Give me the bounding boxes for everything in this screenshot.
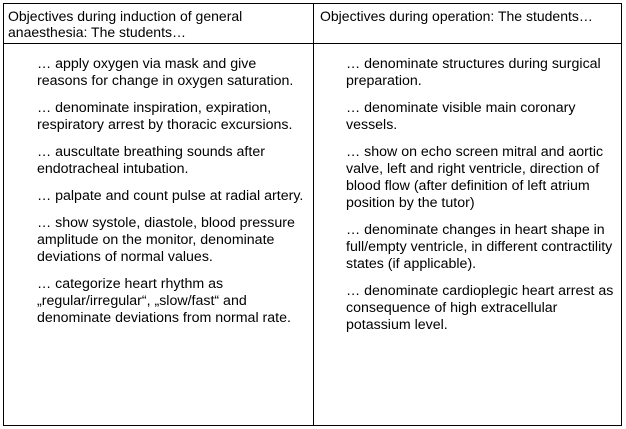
- operation-objectives-list: [346, 56, 616, 344]
- list-item: … apply oxygen via mask and give reasons for change in oxygen saturation.: [37, 56, 294, 89]
- list-item: … categorize heart rhythm as „regular/irregular“, „slow/fast“ and denominate deviations from normal rate.: [37, 276, 291, 326]
- list-item: … denominate structures during surgical preparation.: [346, 56, 601, 89]
- list-item: … show systole, diastole, blood pressure amplitude on the monitor, denominate deviations of normal values.: [37, 215, 295, 265]
- objectives-table: [3, 3, 622, 426]
- list-item: … auscultate breathing sounds after endotracheal intubation.: [37, 144, 265, 177]
- induction-objectives-list: [37, 56, 307, 337]
- list-item: … denominate inspiration, expiration, respiratory arrest by thoracic excursions.: [37, 100, 293, 133]
- header-induction-objectives: Objectives during induction of general anaesthesia: The students…: [8, 8, 243, 40]
- list-item: … show on echo screen mitral and aortic valve, left and right ventricle, direction of blood flow (after definition of left atrium position by the tutor): [346, 144, 604, 211]
- column-divider: [313, 4, 314, 425]
- list-item: … denominate cardioplegic heart arrest as consequence of high extracellular potassium level.: [346, 283, 614, 333]
- list-item: … denominate visible main coronary vessels.: [346, 100, 576, 133]
- header-operation-objectives: Objectives during operation: The students…: [320, 8, 593, 24]
- list-item: … denominate changes in heart shape in full/empty ventricle, in different contractility states (if applicable).: [346, 222, 613, 272]
- list-item: … palpate and count pulse at radial artery.: [37, 188, 304, 204]
- header-divider: [4, 43, 621, 44]
